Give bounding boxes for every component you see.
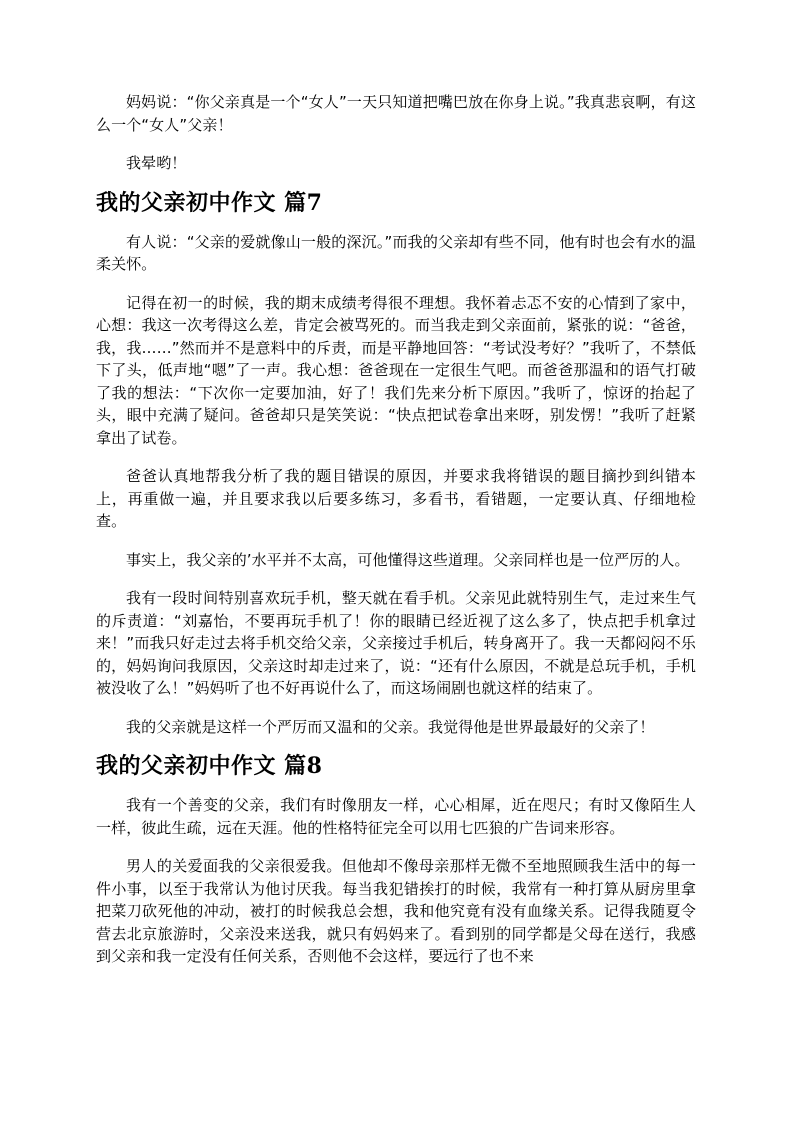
paragraph: 有人说：“父亲的爱就像山一般的深沉。”而我的父亲却有些不同，他有时也会有水的温柔关怀。 bbox=[96, 232, 696, 273]
paragraph: 我有一段时间特别喜欢玩手机，整天就在看手机。父亲见此就特别生气，走过来生气的斥责道：“刘嘉怡，不要再玩手机了！你的眼睛已经近视了这么多了，快点把手机拿过来！”而我只好走过去将手机交给父亲，父亲接过手机后，转身离开了。我一天都闷闷不乐的，妈妈询问我原因，父亲这时却走过来了，说：“还有什么原因，不就是总玩手机，手机被没收了么！”妈妈听了也不好再说什么了，而这场闹剧也就这样的结束了。 bbox=[96, 589, 696, 697]
paragraph: 妈妈说：“你父亲真是一个“女人”一天只知道把嘴巴放在你身上说。”我真悲哀啊，有这么一个“女人”父亲！ bbox=[96, 93, 696, 134]
paragraph: 事实上，我父亲的’水平并不太高，可他懂得这些道理。父亲同样也是一位严厉的人。 bbox=[126, 550, 690, 569]
paragraph: 我有一个善变的父亲，我们有时像朋友一样，心心相犀，近在咫尺；有时又像陌生人一样，彼此生疏，远在天涯。他的性格特征完全可以用七匹狼的广告词来形容。 bbox=[96, 796, 696, 837]
paragraph: 记得在初一的时候，我的期末成绩考得很不理想。我怀着忐忑不安的心情到了家中，心想：我这一次考得这么差，肯定会被骂死的。而当我走到父亲面前，紧张的说：“爸爸，我，我……”然而并不是意料中的斥责，而是平静地回答：“考试没考好？”我听了，不禁低下了头，低声地“嗯”了一声。我心想：爸爸现在一定很生气吧。而爸爸那温和的语气打破了我的想法：“下次你一定要加油，好了！我们先来分析下原因。”我听了，惊讶的抬起了头，眼中充满了疑问。爸爸却只是笑笑说：“快点把试卷拿出来呀，别发愣！”我听了赶紧拿出了试卷。 bbox=[96, 293, 696, 447]
paragraph: 我的父亲就是这样一个严厉而又温和的父亲。我觉得他是世界最最好的父亲了！ bbox=[126, 717, 655, 736]
paragraph: 男人的关爱面我的父亲很爱我。但他却不像母亲那样无微不至地照顾我生活中的每一件小事，以至于我常认为他讨厌我。每当我犯错挨打的时候，我常有一种打算从厨房里拿把菜刀砍死他的冲动，被打的时候我总会想，我和他究竟有没有血缘关系。记得我随夏令营去北京旅游时，父亲没来送我，就只有妈妈来了。看到别的同学都是父母在送行，我感到父亲和我一定没有任何关系，否则他不会这样，要远行了也不来 bbox=[96, 857, 696, 965]
paragraph: 我晕哟！ bbox=[126, 154, 187, 172]
document-page bbox=[96, 91, 696, 968]
section-heading: 我的父亲初中作文 篇8 bbox=[96, 753, 323, 779]
section-heading: 我的父亲初中作文 篇7 bbox=[96, 189, 323, 216]
paragraph: 爸爸认真地帮我分析了我的题目错误的原因，并要求我将错误的题目摘抄到纠错本上，再重做一遍，并且要求我以后要多练习，多看书，看错题，一定要认真、仔细地检查。 bbox=[96, 467, 696, 530]
